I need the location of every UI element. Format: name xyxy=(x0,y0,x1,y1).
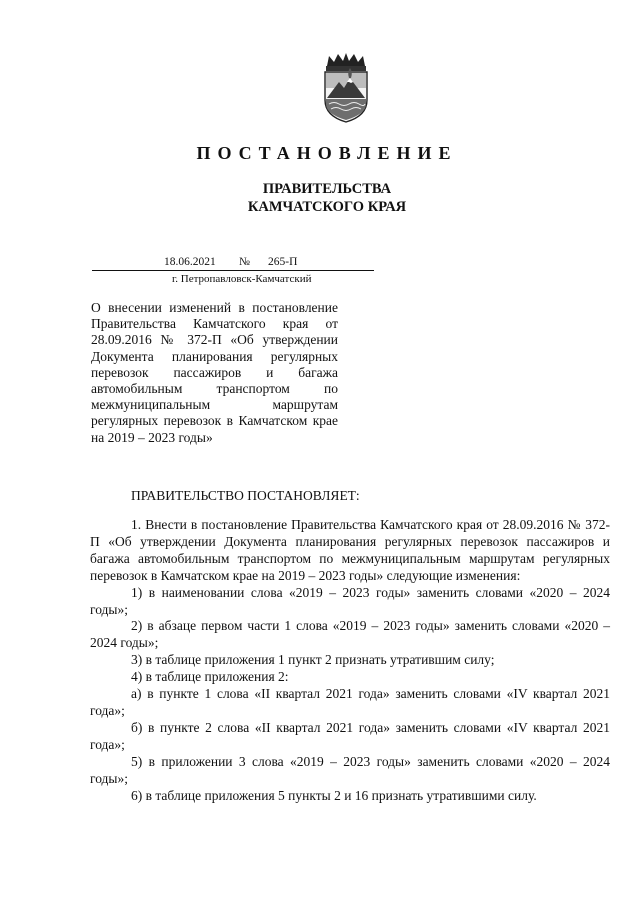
body-paragraph-2: 1) в наименовании слова «2019 – 2023 годы» заменить словами «2020 – 2024 годы»; xyxy=(90,584,610,617)
registration-line xyxy=(92,256,374,271)
body-paragraph-7: б) в пункте 2 слова «II квартал 2021 года» заменить словами «IV квартал 2021 года»; xyxy=(90,719,610,752)
document-subject: О внесении изменений в постановление Правительства Камчатского края от 28.09.2016 № 372-П «Об утверждении Документа планирования регулярных перевозок пассажиров и багажа автомобильным транспортом по межмуниципальным маршрутам регулярных перевозок в Камчатском крае на 2019 – 2023 годы» xyxy=(91,300,338,445)
body-paragraph-1: 1. Внести в постановление Правительства Камчатского края от 28.09.2016 № 372-П «Об утверждении Документа планирования регулярных перевозок пассажиров и багажа автомобильным транспортом по межмуниципальным маршрутам регулярных перевозок в Камчатском крае на 2019 – 2023 годы» следующие изменения: xyxy=(90,517,610,583)
authority-line-1: ПРАВИТЕЛЬСТВА xyxy=(262,181,392,197)
issuing-authority xyxy=(0,180,640,216)
document-type-title: ПОСТАНОВЛЕНИЕ xyxy=(196,143,458,163)
place-of-issue: г. Петропавловск-Камчатский xyxy=(172,273,312,285)
body-paragraph-6: а) в пункте 1 слова «II квартал 2021 года» заменить словами «IV квартал 2021 года»; xyxy=(90,686,610,718)
document-body xyxy=(90,517,610,804)
authority-line-2: КАМЧАТСКОГО КРАЯ xyxy=(247,199,407,215)
body-paragraph-5: 4) в таблице приложения 2: xyxy=(131,669,289,685)
body-paragraph-8: 5) в приложении 3 слова «2019 – 2023 годы» заменить словами «2020 – 2024 годы»; xyxy=(90,753,610,786)
body-paragraph-3: 2) в абзаце первом части 1 слова «2019 – 2023 годы» заменить словами «2020 – 2024 годы»; xyxy=(90,618,610,651)
document-number: 265-П xyxy=(268,256,298,268)
body-paragraph-9: 6) в таблице приложения 5 пункты 2 и 16 признать утратившими силу. xyxy=(131,787,537,803)
document-date: 18.06.2021 xyxy=(164,256,216,268)
number-sign: № xyxy=(239,256,250,268)
decree-heading: ПРАВИТЕЛЬСТВО ПОСТАНОВЛЯЕТ: xyxy=(131,488,360,503)
body-paragraph-4: 3) в таблице приложения 1 пункт 2 признать утратившим силу; xyxy=(131,652,495,668)
kamchatka-coat-of-arms-icon xyxy=(319,52,373,124)
